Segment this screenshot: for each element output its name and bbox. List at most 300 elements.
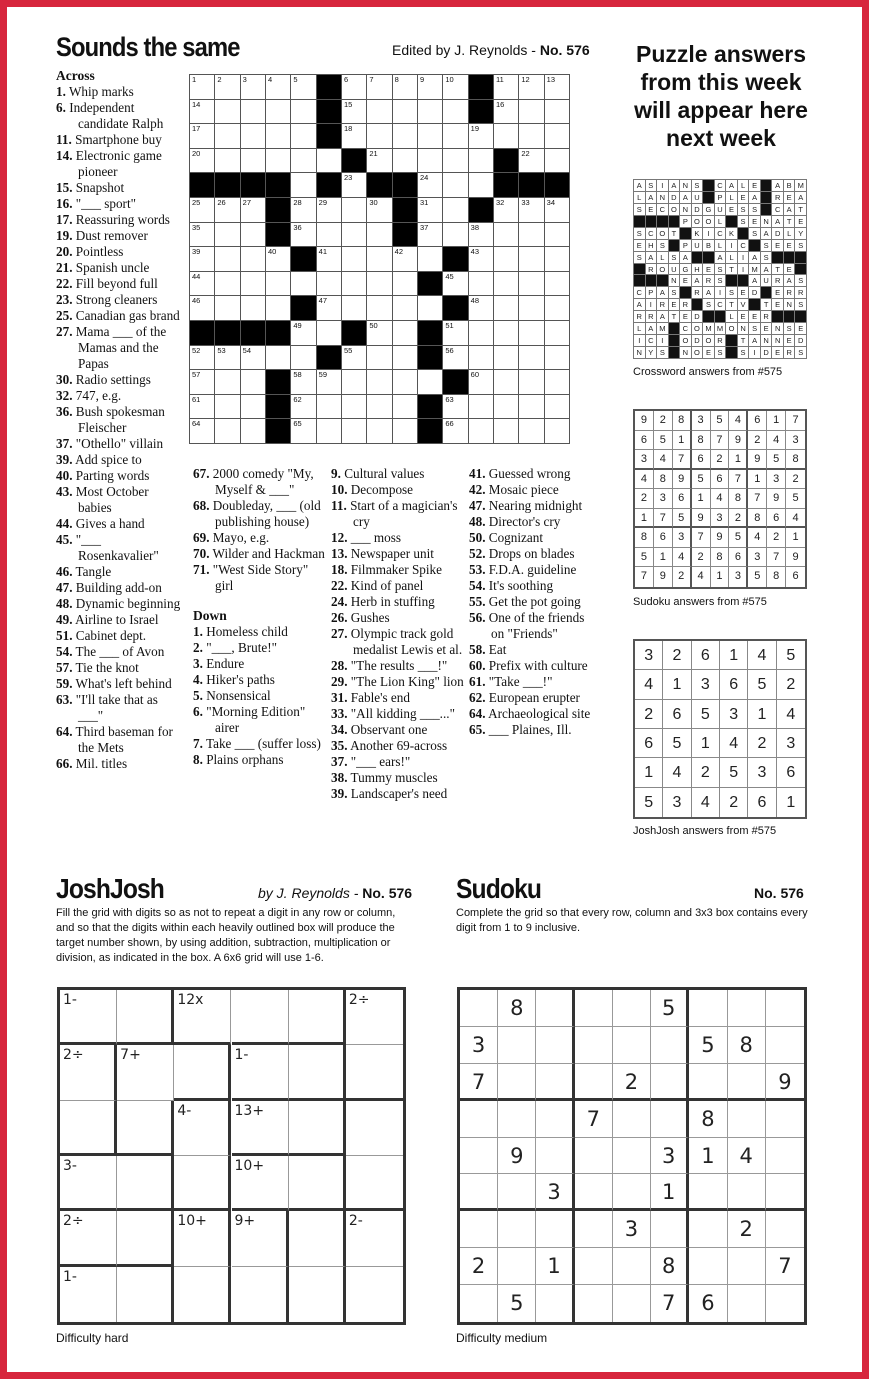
- sudoku-empty-cell[interactable]: [651, 1027, 689, 1064]
- joshjosh-cell[interactable]: [117, 1211, 174, 1266]
- clue: [331, 498, 467, 530]
- crossword-cell[interactable]: [494, 419, 519, 444]
- crossword-cell[interactable]: [443, 419, 468, 444]
- joshjosh-cell[interactable]: [346, 1156, 403, 1211]
- crossword-cell[interactable]: [241, 419, 266, 444]
- crossword-cell[interactable]: [241, 346, 266, 371]
- crossword-cell[interactable]: [342, 173, 367, 198]
- crossword-cell[interactable]: [266, 296, 291, 321]
- joshjosh-cell[interactable]: [174, 1267, 231, 1322]
- crossword-cell[interactable]: [519, 223, 544, 248]
- sudoku-empty-cell[interactable]: [651, 1064, 689, 1101]
- sudoku-empty-cell[interactable]: [575, 1248, 613, 1285]
- crossword-cell[interactable]: [367, 346, 392, 371]
- crossword-cell[interactable]: [367, 198, 392, 223]
- crossword-cell[interactable]: [317, 296, 342, 321]
- joshjosh-grid[interactable]: [57, 987, 406, 1325]
- crossword-cell[interactable]: [342, 296, 367, 321]
- joshjosh-cell[interactable]: [60, 1101, 117, 1156]
- crossword-cell[interactable]: [367, 124, 392, 149]
- sudoku-empty-cell[interactable]: [575, 1211, 613, 1248]
- crossword-cell[interactable]: [266, 124, 291, 149]
- joshjosh-cell[interactable]: [289, 1267, 346, 1322]
- crossword-cell[interactable]: [418, 149, 443, 174]
- sudoku-empty-cell[interactable]: [613, 990, 651, 1027]
- crossword-cell[interactable]: [519, 100, 544, 125]
- crossword-cell[interactable]: [393, 370, 418, 395]
- crossword-cell[interactable]: [519, 296, 544, 321]
- answer-letter: E: [784, 264, 796, 276]
- crossword-cell[interactable]: [215, 346, 240, 371]
- crossword-cell[interactable]: [367, 149, 392, 174]
- crossword-cell[interactable]: [393, 419, 418, 444]
- crossword-cell[interactable]: [342, 247, 367, 272]
- crossword-cell[interactable]: [545, 149, 570, 174]
- crossword-cell[interactable]: [367, 395, 392, 420]
- crossword-cell[interactable]: [494, 198, 519, 223]
- crossword-cell[interactable]: [418, 296, 443, 321]
- crossword-cell[interactable]: [443, 173, 468, 198]
- crossword-cell[interactable]: [317, 395, 342, 420]
- crossword-cell[interactable]: [367, 321, 392, 346]
- crossword-cell[interactable]: [291, 173, 316, 198]
- crossword-cell[interactable]: [443, 223, 468, 248]
- answer-letter: T: [784, 216, 796, 228]
- crossword-cell[interactable]: [494, 395, 519, 420]
- clue: [56, 308, 182, 324]
- crossword-cell[interactable]: [342, 75, 367, 100]
- cell-number: 19: [470, 124, 479, 134]
- answer-digit: 8: [635, 528, 654, 548]
- black-square: [784, 252, 796, 264]
- crossword-cell[interactable]: [519, 198, 544, 223]
- answer-letter: N: [738, 323, 750, 335]
- sudoku-empty-cell[interactable]: [498, 1101, 536, 1138]
- crossword-cell[interactable]: [418, 100, 443, 125]
- crossword-cell[interactable]: [215, 149, 240, 174]
- answer-digit: 1: [786, 793, 796, 811]
- crossword-cell[interactable]: [469, 370, 494, 395]
- sudoku-empty-cell[interactable]: [460, 990, 498, 1027]
- crossword-cell[interactable]: [469, 346, 494, 371]
- sudoku-empty-cell[interactable]: [575, 1064, 613, 1101]
- crossword-grid[interactable]: [189, 74, 570, 444]
- joshjosh-cell[interactable]: [117, 1156, 174, 1211]
- crossword-cell[interactable]: [342, 100, 367, 125]
- crossword-cell[interactable]: [342, 272, 367, 297]
- crossword-cell[interactable]: [469, 247, 494, 272]
- sudoku-empty-cell[interactable]: [766, 1138, 804, 1175]
- joshjosh-cell[interactable]: [289, 1211, 346, 1266]
- crossword-cell[interactable]: [519, 370, 544, 395]
- crossword-cell[interactable]: [190, 223, 215, 248]
- crossword-cell[interactable]: [545, 75, 570, 100]
- crossword-cell[interactable]: [443, 198, 468, 223]
- joshjosh-cell[interactable]: [117, 1101, 174, 1156]
- crossword-cell[interactable]: [418, 370, 443, 395]
- crossword-cell[interactable]: [266, 75, 291, 100]
- crossword-cell[interactable]: [291, 100, 316, 125]
- crossword-cell[interactable]: [367, 419, 392, 444]
- joshjosh-cell[interactable]: [346, 1101, 403, 1156]
- sudoku-empty-cell[interactable]: [689, 1174, 727, 1211]
- crossword-cell[interactable]: [519, 395, 544, 420]
- crossword-cell[interactable]: [215, 75, 240, 100]
- sudoku-empty-cell[interactable]: [460, 1174, 498, 1211]
- crossword-cell[interactable]: [291, 149, 316, 174]
- cell-number: 30: [369, 198, 378, 207]
- crossword-cell[interactable]: [469, 296, 494, 321]
- clue: [469, 722, 594, 738]
- crossword-cell[interactable]: [469, 149, 494, 174]
- crossword-cell[interactable]: [443, 75, 468, 100]
- crossword-cell[interactable]: [215, 247, 240, 272]
- joshjosh-cell[interactable]: [289, 990, 346, 1045]
- crossword-cell[interactable]: [367, 223, 392, 248]
- sudoku-empty-cell[interactable]: [536, 1285, 574, 1322]
- answer-letter: N: [772, 335, 784, 347]
- sudoku-empty-cell[interactable]: [575, 1138, 613, 1175]
- crossword-cell[interactable]: [469, 395, 494, 420]
- crossword-cell[interactable]: [266, 149, 291, 174]
- clue-text: Add spice to: [75, 452, 142, 467]
- clue: [331, 562, 467, 578]
- crossword-cell[interactable]: [342, 124, 367, 149]
- crossword-cell[interactable]: [215, 419, 240, 444]
- crossword-cell[interactable]: [241, 223, 266, 248]
- crossword-cell[interactable]: [291, 272, 316, 297]
- crossword-cell[interactable]: [545, 370, 570, 395]
- crossword-cell[interactable]: [190, 296, 215, 321]
- crossword-cell[interactable]: [367, 370, 392, 395]
- crossword-cell[interactable]: [317, 272, 342, 297]
- crossword-cell[interactable]: [393, 247, 418, 272]
- crossword-cell[interactable]: [342, 370, 367, 395]
- crossword-cell[interactable]: [519, 149, 544, 174]
- answer-digit: 3: [692, 411, 711, 431]
- crossword-cell[interactable]: [545, 124, 570, 149]
- crossword-cell[interactable]: [494, 100, 519, 125]
- joshjosh-cell[interactable]: [289, 1045, 346, 1100]
- crossword-cell[interactable]: [317, 370, 342, 395]
- crossword-cell[interactable]: [545, 223, 570, 248]
- sudoku-empty-cell[interactable]: [651, 1211, 689, 1248]
- sudoku-empty-cell[interactable]: [536, 1211, 574, 1248]
- crossword-cell[interactable]: [241, 100, 266, 125]
- crossword-cell[interactable]: [342, 223, 367, 248]
- crossword-cell[interactable]: [469, 272, 494, 297]
- crossword-cell[interactable]: [519, 272, 544, 297]
- sudoku-empty-cell[interactable]: [766, 990, 804, 1027]
- given-digit: 2: [613, 1064, 651, 1101]
- crossword-cell[interactable]: [393, 100, 418, 125]
- crossword-cell[interactable]: [494, 75, 519, 100]
- crossword-cell[interactable]: [190, 395, 215, 420]
- sudoku-empty-cell[interactable]: [766, 1174, 804, 1211]
- sudoku-empty-cell[interactable]: [613, 1138, 651, 1175]
- sudoku-empty-cell[interactable]: [575, 1174, 613, 1211]
- crossword-cell[interactable]: [418, 173, 443, 198]
- crossword-cell[interactable]: [342, 395, 367, 420]
- sudoku-empty-cell[interactable]: [766, 1101, 804, 1138]
- crossword-cell[interactable]: [519, 124, 544, 149]
- crossword-cell[interactable]: [519, 247, 544, 272]
- crossword-cell[interactable]: [266, 100, 291, 125]
- answer-letter: T: [726, 299, 738, 311]
- crossword-cell[interactable]: [367, 272, 392, 297]
- crossword-cell[interactable]: [215, 395, 240, 420]
- sudoku-empty-cell[interactable]: [498, 1027, 536, 1064]
- sudoku-empty-cell[interactable]: [728, 1174, 766, 1211]
- joshjosh-cell[interactable]: [117, 990, 174, 1045]
- crossword-cell[interactable]: [317, 419, 342, 444]
- sudoku-empty-cell[interactable]: [498, 1174, 536, 1211]
- crossword-cell[interactable]: [317, 198, 342, 223]
- joshjosh-cell[interactable]: [232, 990, 289, 1045]
- crossword-cell[interactable]: [241, 75, 266, 100]
- crossword-cell[interactable]: [342, 198, 367, 223]
- crossword-cell[interactable]: [215, 223, 240, 248]
- joshjosh-cell[interactable]: [174, 1156, 231, 1211]
- answer-letter: L: [657, 252, 669, 264]
- crossword-cell[interactable]: [291, 321, 316, 346]
- black-square: [669, 323, 681, 335]
- crossword-cell[interactable]: [545, 419, 570, 444]
- crossword-cell[interactable]: [215, 296, 240, 321]
- crossword-cell[interactable]: [469, 124, 494, 149]
- crossword-cell[interactable]: [291, 419, 316, 444]
- crossword-cell[interactable]: [545, 296, 570, 321]
- crossword-cell[interactable]: [494, 370, 519, 395]
- crossword-cell[interactable]: [266, 272, 291, 297]
- crossword-cell[interactable]: [418, 223, 443, 248]
- answer-letter: G: [703, 204, 715, 216]
- sudoku-empty-cell[interactable]: [613, 1285, 651, 1322]
- crossword-cell[interactable]: [190, 149, 215, 174]
- crossword-cell[interactable]: [545, 272, 570, 297]
- crossword-cell[interactable]: [190, 198, 215, 223]
- sudoku-empty-cell[interactable]: [575, 990, 613, 1027]
- crossword-cell[interactable]: [494, 247, 519, 272]
- sudoku-empty-cell[interactable]: [689, 1064, 727, 1101]
- crossword-cell[interactable]: [418, 247, 443, 272]
- sudoku-empty-cell[interactable]: [498, 1248, 536, 1285]
- crossword-cell[interactable]: [215, 198, 240, 223]
- crossword-cell[interactable]: [545, 395, 570, 420]
- crossword-cell[interactable]: [443, 124, 468, 149]
- crossword-cell[interactable]: [494, 223, 519, 248]
- crossword-cell[interactable]: [443, 346, 468, 371]
- crossword-cell[interactable]: [393, 149, 418, 174]
- crossword-cell[interactable]: [519, 346, 544, 371]
- sudoku-empty-cell[interactable]: [728, 1285, 766, 1322]
- clue-number: 42.: [469, 482, 486, 497]
- joshjosh-cell[interactable]: [117, 1267, 174, 1322]
- clue-number: 5.: [193, 688, 203, 703]
- joshjosh-cell[interactable]: [174, 1045, 231, 1100]
- crossword-cell[interactable]: [190, 272, 215, 297]
- crossword-cell[interactable]: [291, 370, 316, 395]
- sudoku-empty-cell[interactable]: [728, 1248, 766, 1285]
- crossword-cell[interactable]: [291, 75, 316, 100]
- answer-letter: E: [669, 299, 681, 311]
- sudoku-empty-cell[interactable]: [766, 1027, 804, 1064]
- sudoku-empty-cell[interactable]: [460, 1285, 498, 1322]
- crossword-cell[interactable]: [494, 346, 519, 371]
- crossword-cell[interactable]: [393, 395, 418, 420]
- crossword-cell[interactable]: [190, 100, 215, 125]
- crossword-cell[interactable]: [545, 346, 570, 371]
- cell-number: 23: [344, 173, 353, 183]
- joshjosh-cell[interactable]: [232, 1267, 289, 1322]
- sudoku-empty-cell[interactable]: [613, 1027, 651, 1064]
- sudoku-empty-cell[interactable]: [766, 1285, 804, 1322]
- crossword-cell[interactable]: [215, 100, 240, 125]
- crossword-cell[interactable]: [291, 346, 316, 371]
- crossword-cell[interactable]: [469, 223, 494, 248]
- crossword-cell[interactable]: [241, 296, 266, 321]
- crossword-cell[interactable]: [317, 321, 342, 346]
- sudoku-empty-cell[interactable]: [498, 1211, 536, 1248]
- crossword-cell[interactable]: [317, 149, 342, 174]
- sudoku-empty-cell[interactable]: [613, 1248, 651, 1285]
- crossword-cell[interactable]: [469, 173, 494, 198]
- sudoku-empty-cell[interactable]: [689, 1248, 727, 1285]
- joshjosh-cell[interactable]: [289, 1101, 346, 1156]
- crossword-cell[interactable]: [190, 419, 215, 444]
- crossword-cell[interactable]: [443, 321, 468, 346]
- answer-digit: 2: [786, 470, 805, 490]
- crossword-cell[interactable]: [519, 321, 544, 346]
- sudoku-empty-cell[interactable]: [575, 1285, 613, 1322]
- crossword-cell[interactable]: [545, 100, 570, 125]
- sudoku-empty-cell[interactable]: [728, 1101, 766, 1138]
- crossword-cell[interactable]: [241, 149, 266, 174]
- crossword-cell[interactable]: [393, 346, 418, 371]
- crossword-cell[interactable]: [241, 247, 266, 272]
- sudoku-empty-cell[interactable]: [460, 1211, 498, 1248]
- crossword-cell[interactable]: [393, 296, 418, 321]
- crossword-cell[interactable]: [545, 247, 570, 272]
- sudoku-title: Sudoku: [456, 873, 542, 904]
- sudoku-empty-cell[interactable]: [575, 1027, 613, 1064]
- sudoku-empty-cell[interactable]: [536, 990, 574, 1027]
- sudoku-empty-cell[interactable]: [460, 1138, 498, 1175]
- sudoku-empty-cell[interactable]: [651, 1101, 689, 1138]
- cell-number: 49: [293, 321, 302, 330]
- sudoku-empty-cell[interactable]: [613, 1174, 651, 1211]
- joshjosh-cell[interactable]: [289, 1156, 346, 1211]
- sudoku-empty-cell[interactable]: [460, 1101, 498, 1138]
- crossword-cell[interactable]: [317, 223, 342, 248]
- crossword-cell[interactable]: [494, 124, 519, 149]
- crossword-cell[interactable]: [367, 247, 392, 272]
- crossword-cell[interactable]: [291, 395, 316, 420]
- crossword-cell[interactable]: [266, 346, 291, 371]
- crossword-cell[interactable]: [494, 321, 519, 346]
- crossword-cell[interactable]: [342, 419, 367, 444]
- crossword-cell[interactable]: [519, 419, 544, 444]
- sudoku-empty-cell[interactable]: [536, 1027, 574, 1064]
- clue: [193, 704, 325, 736]
- crossword-cell[interactable]: [367, 75, 392, 100]
- crossword-cell[interactable]: [241, 370, 266, 395]
- crossword-cell[interactable]: [393, 75, 418, 100]
- crossword-cell[interactable]: [443, 100, 468, 125]
- crossword-cell[interactable]: [291, 198, 316, 223]
- sudoku-empty-cell[interactable]: [536, 1138, 574, 1175]
- crossword-cell[interactable]: [190, 75, 215, 100]
- sudoku-empty-cell[interactable]: [613, 1101, 651, 1138]
- joshjosh-cell[interactable]: [346, 1267, 403, 1322]
- crossword-cell[interactable]: [317, 247, 342, 272]
- cell-number: 47: [318, 296, 327, 306]
- sudoku-empty-cell[interactable]: [728, 1064, 766, 1101]
- cell-number: 25: [192, 198, 201, 207]
- crossword-cell[interactable]: [418, 198, 443, 223]
- crossword-cell[interactable]: [469, 321, 494, 346]
- crossword-cell[interactable]: [215, 124, 240, 149]
- crossword-cell[interactable]: [241, 272, 266, 297]
- clue: [331, 482, 467, 498]
- crossword-cell[interactable]: [393, 124, 418, 149]
- crossword-cell[interactable]: [190, 247, 215, 272]
- answer-letter: P: [680, 216, 692, 228]
- crossword-cell[interactable]: [418, 75, 443, 100]
- crossword-cell[interactable]: [418, 124, 443, 149]
- crossword-cell[interactable]: [443, 272, 468, 297]
- crossword-cell[interactable]: [241, 395, 266, 420]
- crossword-cell[interactable]: [443, 395, 468, 420]
- crossword-cell[interactable]: [266, 247, 291, 272]
- crossword-cell[interactable]: [190, 346, 215, 371]
- sudoku-empty-cell[interactable]: [536, 1101, 574, 1138]
- crossword-cell[interactable]: [393, 272, 418, 297]
- crossword-cell[interactable]: [291, 124, 316, 149]
- sudoku-empty-cell[interactable]: [498, 1064, 536, 1101]
- crossword-cell[interactable]: [190, 370, 215, 395]
- crossword-cell[interactable]: [367, 100, 392, 125]
- crossword-cell[interactable]: [215, 272, 240, 297]
- crossword-cell[interactable]: [190, 124, 215, 149]
- crossword-cell[interactable]: [367, 296, 392, 321]
- sudoku-grid[interactable]: [457, 987, 807, 1325]
- joshjosh-cell[interactable]: [346, 1045, 403, 1100]
- answer-digit: 5: [673, 509, 692, 529]
- crossword-cell[interactable]: [241, 124, 266, 149]
- crossword-cell[interactable]: [215, 370, 240, 395]
- crossword-cell[interactable]: [519, 75, 544, 100]
- black-square: [367, 173, 392, 198]
- crossword-cell[interactable]: [545, 198, 570, 223]
- sudoku-empty-cell[interactable]: [536, 1064, 574, 1101]
- sudoku-empty-cell[interactable]: [689, 1211, 727, 1248]
- sudoku-empty-cell[interactable]: [766, 1211, 804, 1248]
- clue-text: ___ Plaines, Ill.: [488, 722, 572, 737]
- crossword-cell[interactable]: [393, 321, 418, 346]
- crossword-cell[interactable]: [494, 296, 519, 321]
- sudoku-empty-cell[interactable]: [689, 990, 727, 1027]
- crossword-cell[interactable]: [469, 419, 494, 444]
- crossword-cell[interactable]: [342, 346, 367, 371]
- crossword-cell[interactable]: [241, 198, 266, 223]
- sudoku-empty-cell[interactable]: [728, 990, 766, 1027]
- crossword-cell[interactable]: [291, 223, 316, 248]
- cell-number: 56: [445, 345, 454, 355]
- crossword-cell[interactable]: [545, 321, 570, 346]
- crossword-cell[interactable]: [443, 149, 468, 174]
- crossword-cell[interactable]: [494, 272, 519, 297]
